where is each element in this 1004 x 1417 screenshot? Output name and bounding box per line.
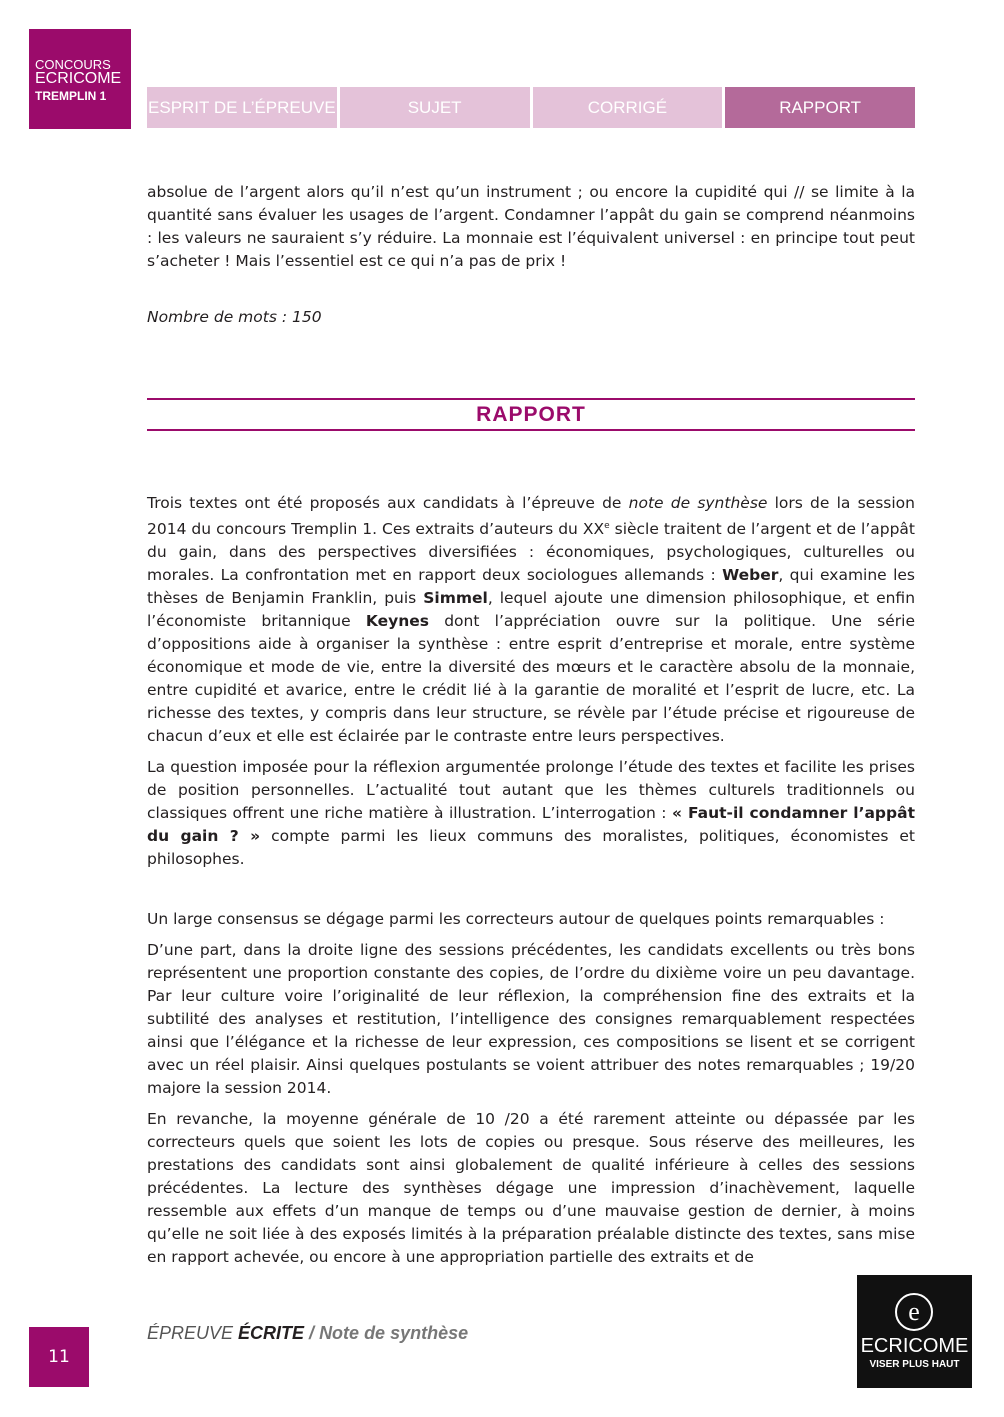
footer-ecrite: ÉCRITE	[238, 1323, 305, 1343]
italic-run: note de synthèse	[628, 494, 768, 512]
report-paragraph-5: En revanche, la moyenne générale de 10 /20 a été rarement atteinte ou dépassée par les correcteurs quels que soient les lots de copies ou presque. Sous réserve des meilleures, les prestations des candidats sont ainsi globalement de qualité inférieure à celles des sessions précédentes. La lecture des synthèses dégage une impression d’inachèvement, laquelle ressemble aux effets d’un manque de temps ou d’une mauvaise gestion de dernier, à moins qu’elle ne soit liée à des exposés limités à la préparation préalable distincte des textes, sans mise en rapport achevée, ou encore à une appropriation partielle des extraits et de	[147, 1110, 915, 1267]
logo-name: ECRICOME	[860, 1335, 969, 1357]
text-run: , lequel ajoute une dimension philosophique, et enfin l’économiste britannique	[147, 589, 916, 631]
footer-separator: /	[304, 1323, 320, 1343]
brand-concours: CONCOURS	[35, 57, 111, 72]
author-weber: Weber	[722, 566, 779, 585]
author-simmel: Simmel	[423, 589, 488, 608]
tab-esprit[interactable]: ESPRIT DE L’ÉPREUVE	[147, 87, 337, 128]
footer-note-synthese: Note de synthèse	[319, 1323, 469, 1343]
tab-corrige[interactable]: CORRIGÉ	[533, 87, 723, 128]
text-run: compte parmi les lieux communs des moralistes, politiques, économistes et philosophes.	[147, 827, 915, 869]
tab-sujet[interactable]: SUJET	[340, 87, 530, 128]
section-tabs	[147, 87, 915, 128]
intro-paragraph: absolue de l’argent alors qu’il n’est qu’un instrument ; ou encore la cupidité qui // se limite à la quantité sans évaluer les usages de l’argent. Condamner l’appât du gain se comprend néanmoins : les valeurs ne sauraient s’y réduire. La monnaie est l’équivalent universel : en principe tout peut s’acheter ! Mais l’essentiel est ce qui n’a pas de prix !	[147, 183, 915, 270]
tab-rapport[interactable]: RAPPORT	[725, 87, 915, 128]
report-paragraph-3: Un large consensus se dégage parmi les correcteurs autour de quelques points remarquables :	[147, 910, 885, 929]
superscript: e	[604, 521, 610, 531]
report-paragraph-4: D’une part, dans la droite ligne des sessions précédentes, les candidats excellents ou très bons représentent une proportion constante des copies, de l’ordre du dixième voire un peu davantage. Par leur culture voire l’originalité de leur réflexion, la compréhension fine des extraits et la subtilité des analyses et restitution, l’intelligence des consignes remarquablement respectées ainsi que l’élégance et la richesse de leur expression, ces compositions se lisent et se corrigent avec un réel plaisir. Ainsi quelques postulants se voient attribuer des notes remarquables ; 19/20 majore la session 2014.	[147, 941, 915, 1098]
ecricome-logo	[857, 1275, 972, 1388]
section-title	[147, 398, 915, 431]
footer-label	[147, 1323, 468, 1344]
text-run: lors de la session 2014 du concours Tremplin 1. Ces extraits d’auteurs du XX	[147, 494, 915, 539]
report-paragraph-2	[147, 756, 915, 871]
brand-logo-box	[29, 29, 131, 129]
footer-epreuve: ÉPREUVE	[147, 1323, 239, 1343]
text-run: dont l’appréciation ouvre sur la politique. Une série d’oppositions aide à organiser la synthèse : entre esprit d’entreprise et morale, entre système économique et mode de vie, entre la diversité des mœurs et le caractère absolu de la monnaie, entre cupidité et avarice, entre le crédit lié à la garantie de moralité et l’esprit de lucre, etc. La richesse des textes, y compris dans leur structure, se révèle par l’étude précise et rigoureuse de chacun d’eux et elle est éclairée par le contraste entre leurs perspectives.	[147, 612, 916, 746]
author-keynes: Keynes	[365, 612, 429, 631]
word-count: Nombre de mots : 150	[147, 308, 322, 326]
text-run: siècle traitent de l’argent et de l’appât du gain, dans des perspectives diversifiées : économiques, psychologiques, culturelles ou morales. La confrontation met en rapport deux sociologues allemands :	[147, 520, 915, 585]
text-run: La question imposée pour la réflexion argumentée prolonge l’étude des textes et facilite les prises de position personnelles. L’actualité tout autant que les thèmes culturels traditionnels ou classiques offrent une riche matière à illustration. L’interrogation :	[147, 758, 915, 823]
logo-tagline: VISER PLUS HAUT	[869, 1359, 960, 1370]
brand-ecricome: ECRICOME	[35, 70, 122, 87]
brand-tremplin: TREMPLIN 1	[35, 89, 107, 103]
question-highlight: « Faut-il condamner l’appât du gain ? »	[147, 804, 915, 846]
logo-e-icon: e	[895, 1293, 933, 1331]
report-body	[147, 492, 915, 1277]
report-paragraph-1	[147, 492, 915, 748]
text-run: , qui examine les thèses de Benjamin Franklin, puis	[147, 566, 915, 608]
intro-block	[147, 181, 915, 329]
page-number: 11	[29, 1327, 89, 1387]
text-run: Trois textes ont été proposés aux candidats à l’épreuve de	[147, 494, 629, 512]
section-title-text: RAPPORT	[476, 402, 586, 426]
